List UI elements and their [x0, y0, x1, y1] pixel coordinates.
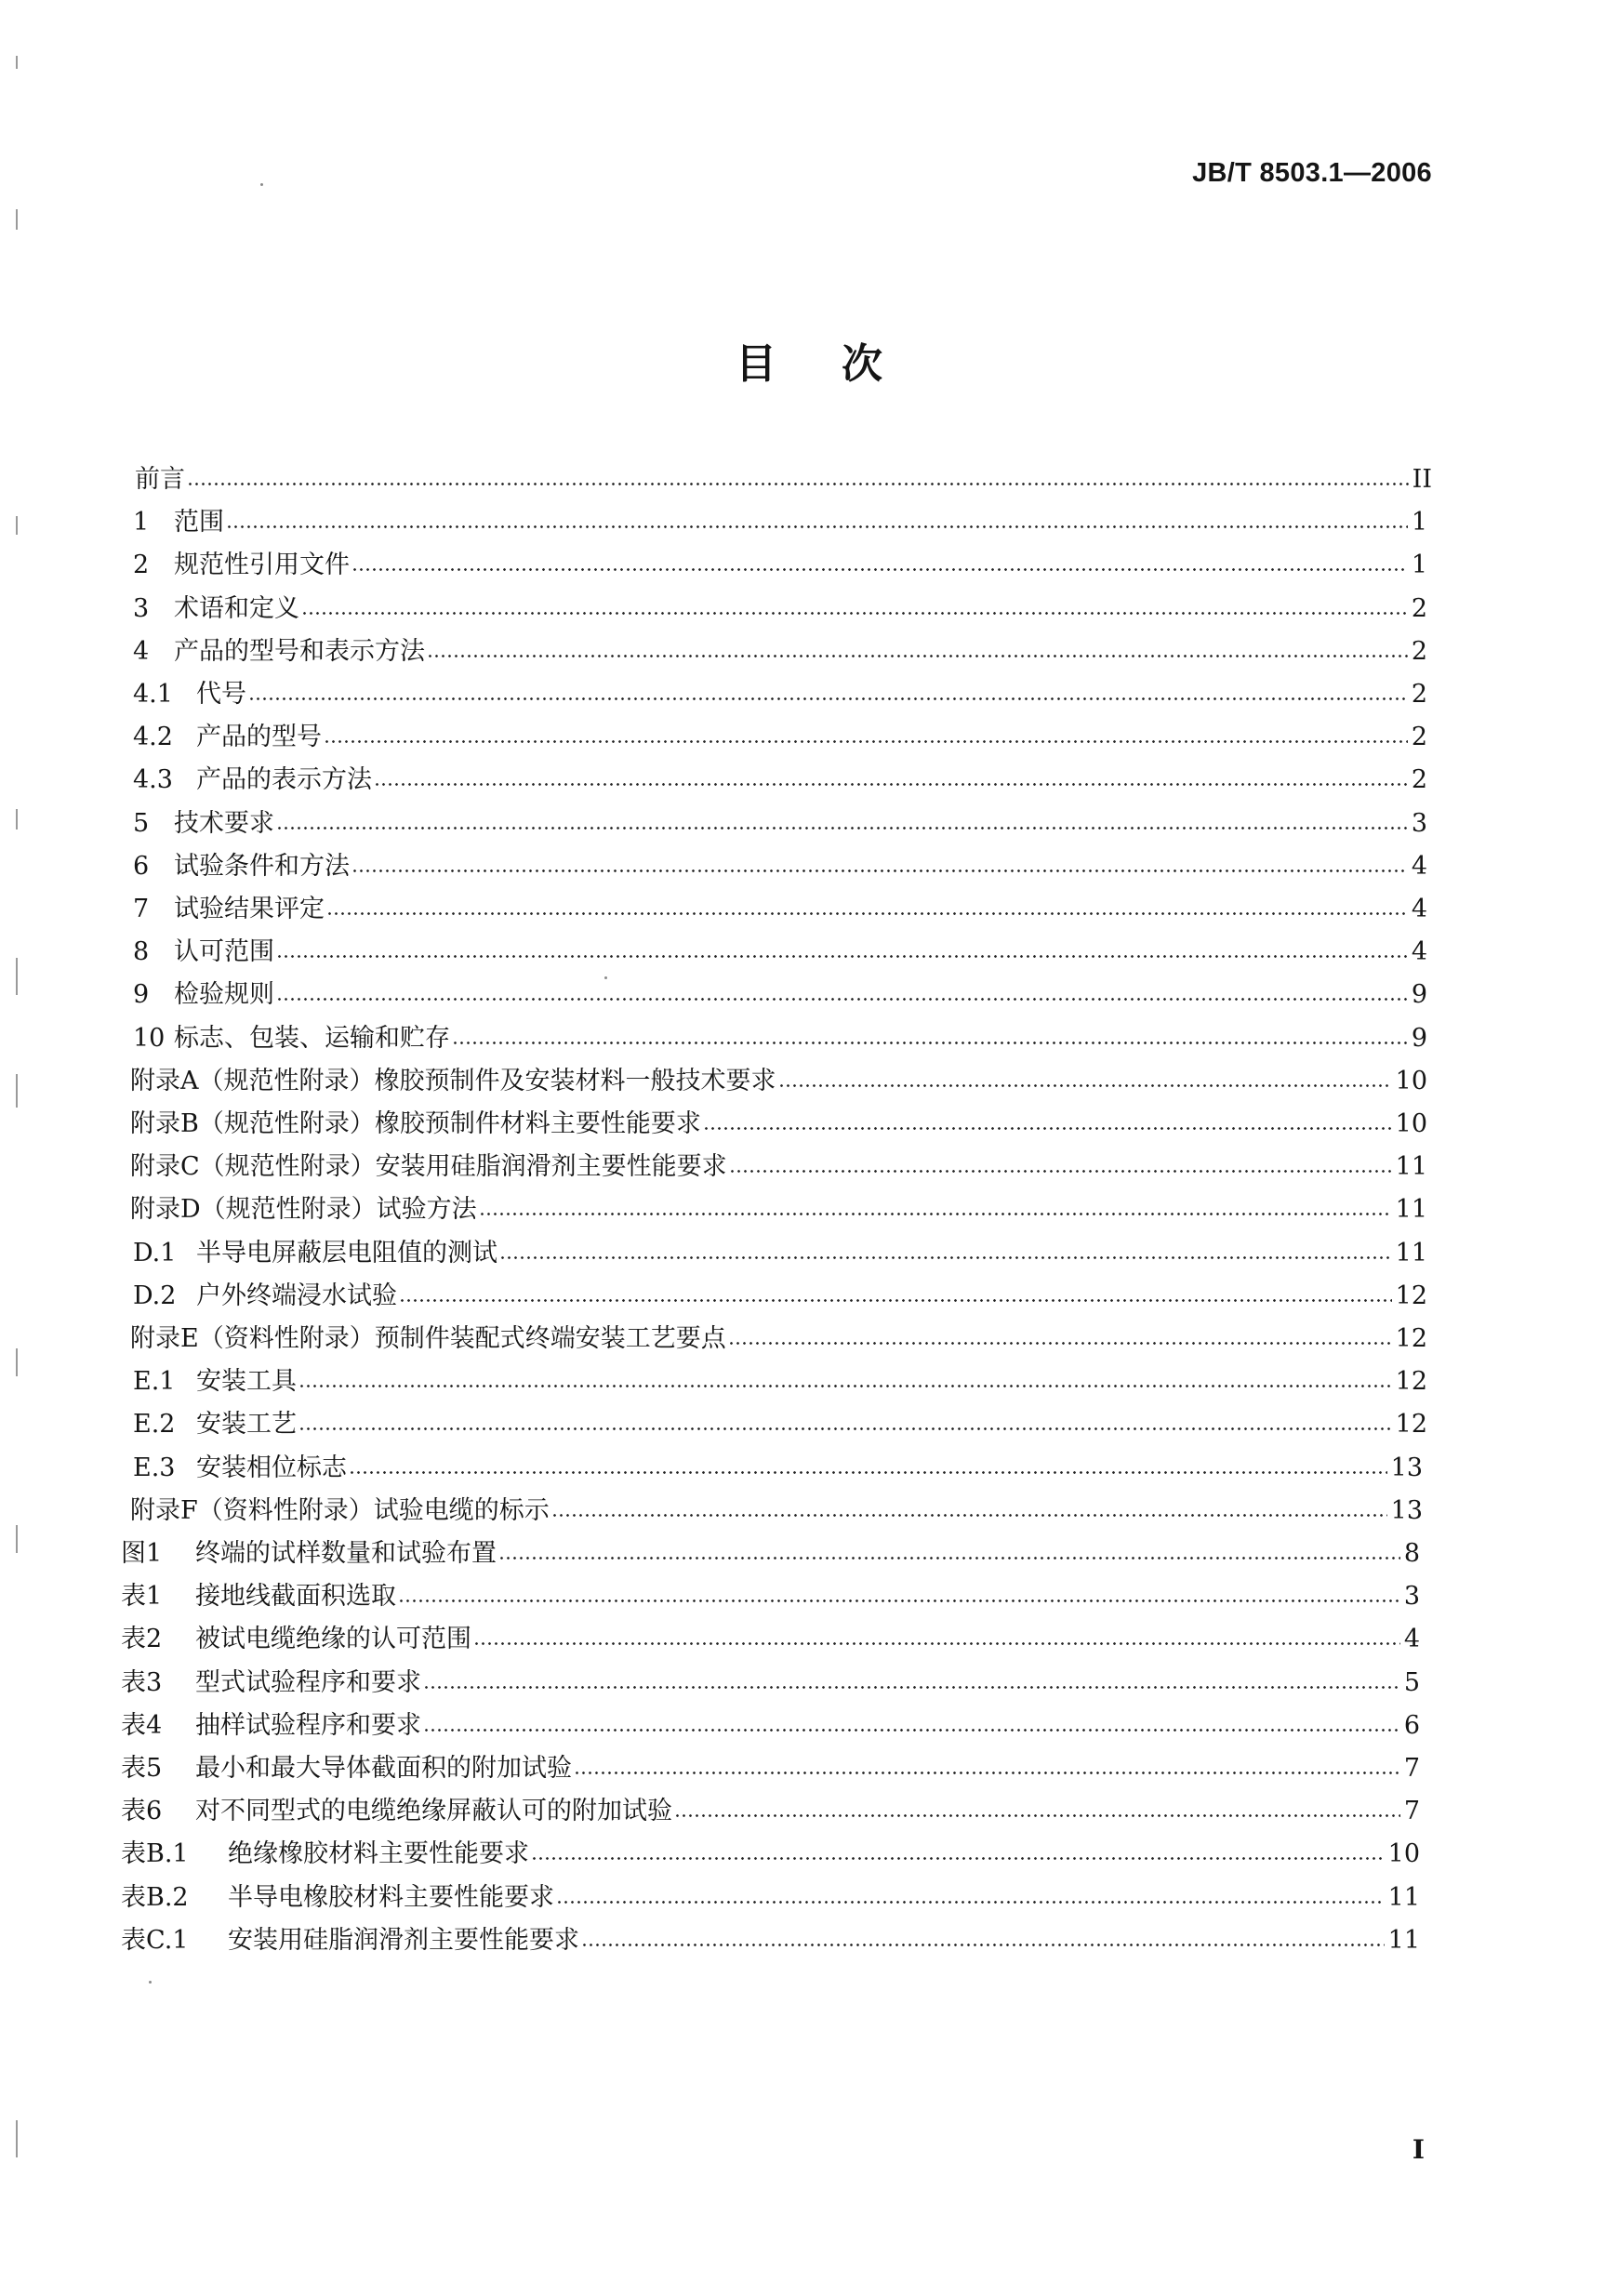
- standard-code: JB/T 8503.1—2006: [1192, 158, 1432, 188]
- toc-entry[interactable]: [130, 1493, 1423, 1530]
- toc-dot-leader: [226, 506, 1408, 530]
- toc-entry-page: 4: [1411, 851, 1427, 881]
- toc-dot-leader: [498, 1537, 1400, 1561]
- toc-entry-page: 2: [1411, 765, 1427, 795]
- toc-entry-title: 对不同型式的电缆绝缘屏蔽认可的附加试验: [195, 1797, 672, 1826]
- toc-dot-leader: [398, 1580, 1400, 1604]
- scan-mark: [16, 56, 18, 69]
- toc-entry[interactable]: [133, 805, 1427, 843]
- toc-entry[interactable]: [121, 1621, 1420, 1658]
- toc-entry[interactable]: [133, 1406, 1427, 1443]
- toc-entry-number: 表B.2: [121, 1882, 189, 1912]
- toc-dot-leader: [531, 1838, 1385, 1862]
- toc-dot-leader: [551, 1494, 1387, 1519]
- toc-dot-leader: [499, 1237, 1392, 1261]
- toc-entry[interactable]: [121, 1707, 1420, 1745]
- toc-entry[interactable]: [121, 1879, 1420, 1917]
- toc-dot-leader: [399, 1280, 1392, 1304]
- toc-entry-title: 附录C（规范性附录）安装用硅脂润滑剂主要性能要求: [130, 1152, 727, 1182]
- toc-entry-number: E.3: [133, 1453, 176, 1482]
- toc-entry[interactable]: [133, 1450, 1423, 1487]
- toc-entry-title: 前言: [135, 465, 185, 494]
- toc-dot-leader: [324, 721, 1408, 745]
- toc-dot-leader: [351, 549, 1408, 573]
- toc-entry-title: 附录A（规范性附录）橡胶预制件及安装材料一般技术要求: [130, 1066, 776, 1095]
- toc-entry-title: 范围: [174, 508, 224, 538]
- toc-dot-leader: [423, 1666, 1400, 1691]
- toc-entry[interactable]: [121, 1750, 1420, 1787]
- toc-entry-page: II: [1412, 465, 1432, 494]
- toc-entry[interactable]: [133, 719, 1427, 756]
- toc-entry-number: 表1: [121, 1582, 163, 1612]
- toc-entry[interactable]: [133, 1235, 1427, 1272]
- toc-entry-page: 10: [1387, 1839, 1420, 1869]
- toc-entry-number: D.1: [133, 1238, 177, 1267]
- toc-entry-number: D.2: [133, 1281, 177, 1310]
- toc-entry-title: 半导电屏蔽层电阻值的测试: [196, 1238, 497, 1267]
- toc-entry-number: 3: [133, 593, 150, 623]
- toc-dot-leader: [298, 1365, 1392, 1389]
- toc-entry-title: 标志、包装、运输和贮存: [174, 1023, 450, 1053]
- toc-entry-number: 4.2: [133, 723, 173, 752]
- toc-entry-title: 绝缘橡胶材料主要性能要求: [228, 1839, 529, 1869]
- scan-mark: [16, 209, 18, 230]
- toc-entry[interactable]: [121, 1535, 1420, 1573]
- toc-entry-number: E.1: [133, 1367, 176, 1397]
- toc-dot-leader: [276, 807, 1408, 831]
- toc-entry-title: 接地线截面积选取: [195, 1582, 396, 1612]
- toc-dot-leader: [556, 1881, 1385, 1905]
- toc-dot-leader: [298, 1408, 1392, 1432]
- toc-entry-page: 4: [1411, 895, 1427, 923]
- toc-entry[interactable]: [133, 1363, 1427, 1400]
- toc-entry[interactable]: [133, 891, 1427, 928]
- toc-entry-title: 附录B（规范性附录）橡胶预制件材料主要性能要求: [130, 1109, 701, 1138]
- toc-entry-page: 12: [1395, 1281, 1427, 1310]
- toc-entry-number: 图1: [121, 1539, 163, 1568]
- toc-entry-number: 表4: [121, 1710, 163, 1740]
- toc-entry[interactable]: [121, 1665, 1420, 1702]
- toc-dot-leader: [452, 1022, 1408, 1046]
- toc-entry-title: 安装工具: [196, 1367, 297, 1397]
- toc-entry-title: 安装相位标志: [196, 1453, 347, 1482]
- toc-dot-leader: [248, 678, 1408, 702]
- page-number: I: [1412, 2134, 1425, 2165]
- toc-entry[interactable]: [130, 1148, 1427, 1186]
- toc-entry[interactable]: [133, 547, 1427, 584]
- toc-entry[interactable]: [133, 1278, 1427, 1315]
- toc-entry-title: 规范性引用文件: [174, 551, 350, 580]
- toc-dot-leader: [351, 850, 1408, 874]
- scan-mark: [16, 1074, 18, 1108]
- toc-entry-title: 产品的表示方法: [196, 765, 372, 795]
- toc-entry-page: 11: [1395, 1152, 1427, 1182]
- toc-entry-title: 产品的型号: [196, 723, 322, 752]
- toc-entry-number: 4: [133, 636, 150, 666]
- toc-entry[interactable]: [133, 762, 1427, 799]
- toc-entry-title: 术语和定义: [174, 593, 299, 623]
- toc-entry[interactable]: [133, 633, 1427, 670]
- toc-entry[interactable]: [133, 976, 1427, 1014]
- toc-entry[interactable]: [121, 1836, 1420, 1873]
- toc-dot-leader: [728, 1322, 1392, 1347]
- toc-entry-page: 8: [1403, 1539, 1420, 1568]
- toc-entry-page: 11: [1395, 1238, 1427, 1267]
- toc-entry-page: 5: [1403, 1667, 1420, 1697]
- toc-entry-number: 9: [133, 980, 150, 1010]
- toc-entry[interactable]: [130, 1063, 1427, 1100]
- toc-entry-page: 7: [1403, 1797, 1420, 1826]
- toc-entry-title: 终端的试样数量和试验布置: [195, 1539, 497, 1568]
- toc-entry-number: 表C.1: [121, 1925, 189, 1955]
- toc-entry[interactable]: [121, 1578, 1420, 1615]
- toc-dot-leader: [349, 1452, 1387, 1476]
- toc-entry-title: 技术要求: [174, 808, 274, 838]
- toc-entry[interactable]: [130, 1106, 1427, 1143]
- scan-mark: [16, 809, 18, 829]
- toc-entry-page: 4: [1403, 1625, 1420, 1654]
- toc-dot-leader: [276, 978, 1408, 1002]
- toc-dot-leader: [778, 1065, 1392, 1089]
- toc-entry-page: 2: [1411, 636, 1427, 666]
- toc-entry-title: 附录F（资料性附录）试验电缆的标示: [130, 1495, 550, 1525]
- toc-dot-leader: [703, 1108, 1392, 1132]
- toc-entry[interactable]: [133, 676, 1427, 713]
- toc-entry-number: E.2: [133, 1410, 176, 1440]
- toc-dot-leader: [423, 1709, 1400, 1733]
- toc-entry-number: 6: [133, 851, 150, 881]
- toc-entry[interactable]: [133, 504, 1427, 541]
- toc-entry[interactable]: [133, 591, 1427, 628]
- toc-entry-title: 抽样试验程序和要求: [195, 1710, 421, 1740]
- scan-mark: [16, 958, 18, 995]
- toc-entry-title: 检验规则: [174, 980, 274, 1010]
- toc-dot-leader: [473, 1623, 1400, 1647]
- toc-entry-title: 产品的型号和表示方法: [174, 636, 425, 666]
- toc-entry-page: 3: [1411, 808, 1427, 838]
- toc-entry-number: 2: [133, 551, 150, 580]
- toc-dot-leader: [374, 763, 1408, 788]
- toc-entry-page: 1: [1411, 551, 1427, 580]
- toc-entry-title: 认可范围: [174, 937, 274, 967]
- toc-entry-page: 1: [1411, 508, 1427, 538]
- toc-dot-leader: [729, 1150, 1392, 1175]
- toc-entry-number: 表5: [121, 1754, 163, 1783]
- toc-dot-leader: [479, 1193, 1392, 1217]
- toc-dot-leader: [187, 463, 1409, 487]
- toc-entry[interactable]: [135, 461, 1432, 498]
- toc-entry[interactable]: [133, 848, 1427, 885]
- toc-entry-title: 试验结果评定: [174, 895, 325, 923]
- scan-mark: [16, 2120, 18, 2157]
- toc-entry-title: 被试电缆绝缘的认可范围: [195, 1625, 471, 1654]
- toc-entry-page: 11: [1395, 1195, 1427, 1225]
- toc-entry-title: 最小和最大导体截面积的附加试验: [195, 1754, 572, 1783]
- toc-entry-page: 9: [1411, 980, 1427, 1010]
- toc-entry-number: 4.3: [133, 765, 173, 795]
- toc-entry-page: 11: [1387, 1925, 1420, 1955]
- toc-entry-page: 11: [1387, 1882, 1420, 1912]
- scan-dot: [149, 1981, 152, 1984]
- toc-entry-number: 7: [133, 895, 150, 923]
- toc-entry[interactable]: [130, 1191, 1427, 1228]
- toc-entry-title: 附录E（资料性附录）预制件装配式终端安装工艺要点: [130, 1324, 726, 1353]
- toc-entry-page: 7: [1403, 1754, 1420, 1783]
- toc-entry-page: 9: [1411, 1023, 1427, 1053]
- toc-title: 目次: [736, 340, 948, 388]
- toc-entry-page: 2: [1411, 680, 1427, 709]
- toc-entry-page: 10: [1395, 1066, 1427, 1095]
- scan-mark: [16, 516, 18, 535]
- toc-entry-title: 户外终端浸水试验: [196, 1281, 397, 1310]
- toc-entry-number: 1: [133, 508, 150, 538]
- toc-entry-title: 半导电橡胶材料主要性能要求: [228, 1882, 554, 1912]
- toc-entry-page: 6: [1403, 1710, 1420, 1740]
- toc-entry-page: 4: [1411, 937, 1427, 967]
- toc-entry[interactable]: [133, 1020, 1427, 1057]
- toc-dot-leader: [574, 1752, 1400, 1776]
- scan-dot: [260, 183, 263, 186]
- toc-entry-number: 8: [133, 937, 150, 967]
- toc-entry[interactable]: [133, 934, 1427, 971]
- toc-entry-number: 表2: [121, 1625, 163, 1654]
- toc-entry-title: 试验条件和方法: [174, 851, 350, 881]
- toc-entry-title: 安装工艺: [196, 1410, 297, 1440]
- toc-entry-title: 代号: [196, 680, 246, 709]
- toc-entry[interactable]: [130, 1321, 1427, 1358]
- toc-entry-number: 表6: [121, 1797, 163, 1826]
- toc-entry-page: 13: [1390, 1495, 1423, 1525]
- scan-mark: [16, 1348, 18, 1376]
- toc-entry-page: 13: [1390, 1453, 1423, 1482]
- toc-entry-number: 5: [133, 808, 150, 838]
- toc-entry-page: 2: [1411, 593, 1427, 623]
- toc-entry-page: 12: [1395, 1367, 1427, 1397]
- toc-dot-leader: [276, 936, 1408, 960]
- toc-entry-title: 安装用硅脂润滑剂主要性能要求: [228, 1925, 579, 1955]
- scan-mark: [16, 1525, 18, 1553]
- toc-entry-page: 10: [1395, 1109, 1427, 1138]
- toc-entry-page: 12: [1395, 1410, 1427, 1440]
- toc-entry-title: 附录D（规范性附录）试验方法: [130, 1195, 477, 1225]
- toc-entry-page: 2: [1411, 723, 1427, 752]
- toc-entry-page: 3: [1403, 1582, 1420, 1612]
- toc-dot-leader: [301, 592, 1408, 617]
- toc-entry-number: 表B.1: [121, 1839, 189, 1869]
- toc-entry-page: 12: [1395, 1324, 1427, 1353]
- toc-entry[interactable]: [121, 1922, 1420, 1959]
- toc-dot-leader: [581, 1924, 1385, 1948]
- toc-entry-number: 10: [133, 1023, 166, 1053]
- toc-dot-leader: [427, 635, 1408, 659]
- toc-dot-leader: [326, 893, 1408, 917]
- toc-entry-title: 型式试验程序和要求: [195, 1667, 421, 1697]
- toc-entry-number: 4.1: [133, 680, 173, 709]
- toc-entry[interactable]: [121, 1793, 1420, 1830]
- toc-dot-leader: [674, 1795, 1400, 1819]
- toc-entry-number: 表3: [121, 1667, 163, 1697]
